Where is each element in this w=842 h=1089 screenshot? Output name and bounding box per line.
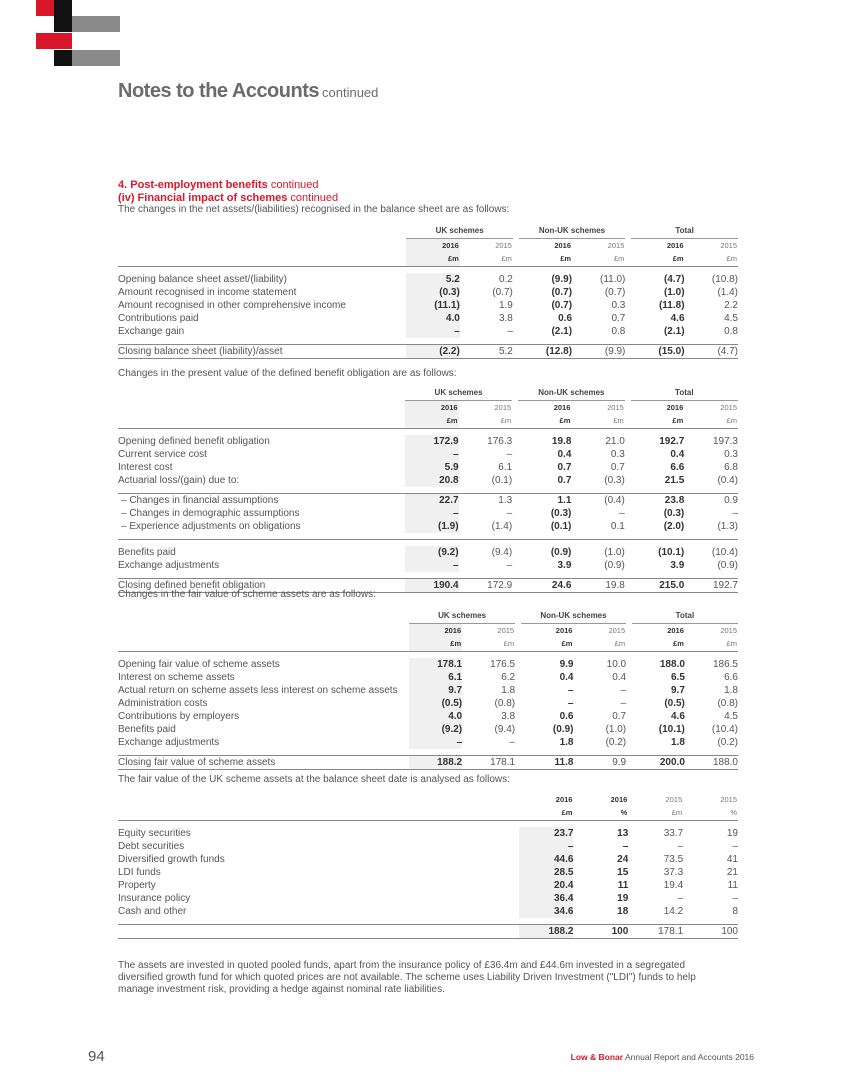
cell-value: 186.5 — [712, 659, 738, 670]
cell-value: 6.2 — [501, 672, 516, 683]
table-row — [118, 448, 738, 461]
row-label: – Experience adjustments on obligations — [121, 521, 301, 532]
cell-value: (9.9) — [604, 346, 626, 357]
cell-value: (0.4) — [717, 475, 738, 486]
cell-value: – — [509, 737, 516, 748]
row-label: Closing defined benefit obligation — [118, 580, 266, 591]
cell-value: 172.9 — [405, 435, 459, 448]
cell-value: – — [409, 736, 462, 749]
row-label: Interest on scheme assets — [118, 672, 235, 683]
row-label: Actual return on scheme assets less interest on scheme assets — [118, 685, 398, 696]
row-label: Property — [118, 880, 156, 891]
cell-value: 6.1 — [409, 671, 462, 684]
cell-value: 24 — [617, 854, 629, 865]
row-label: Closing balance sheet (liability)/asset — [118, 346, 283, 357]
cell-value: 9.7 — [409, 684, 462, 697]
cell-value: (0.7) — [604, 287, 626, 298]
cell-value: 188.0 — [659, 659, 685, 670]
cell-value: 0.3 — [611, 300, 626, 311]
cell-value: (10.4) — [711, 547, 738, 558]
page-number: 94 — [88, 1048, 105, 1065]
cell-value: 19.4 — [663, 880, 684, 891]
cell-value: 33.7 — [663, 828, 684, 839]
cell-value: 19 — [726, 828, 738, 839]
cell-value: 0.4 — [670, 449, 685, 460]
cell-value: 1.9 — [498, 300, 513, 311]
intro-text-1: The changes in the net assets/(liabilities) recognised in the balance sheet are as follows: — [118, 204, 510, 215]
row-label: Closing fair value of scheme assets — [118, 757, 276, 768]
cell-value: 5.2 — [406, 273, 459, 286]
table-row — [118, 697, 738, 710]
cell-value: 9.9 — [612, 757, 627, 768]
cell-value: 1.8 — [501, 685, 516, 696]
cell-value: (0.5) — [664, 698, 685, 709]
cell-value: (2.1) — [551, 326, 573, 337]
cell-value: (1.0) — [663, 287, 685, 298]
cell-value: (0.9) — [717, 560, 738, 571]
cell-value: 23.8 — [664, 495, 685, 506]
total-row — [118, 756, 738, 770]
cell-value: 0.8 — [611, 326, 626, 337]
cell-value: (1.4) — [717, 287, 738, 298]
row-label: Amount recognised in income statement — [118, 287, 297, 298]
cell-value: 172.9 — [487, 580, 513, 591]
cell-value: 1.8 — [724, 685, 738, 696]
cell-value: – — [732, 508, 738, 519]
cell-value: (10.1) — [658, 547, 685, 558]
cell-value: – — [677, 841, 684, 852]
cell-value: 11.8 — [554, 757, 574, 768]
cell-value: – — [506, 449, 513, 460]
group-nonuk: Non-UK schemes — [519, 223, 626, 239]
cell-value: (9.4) — [494, 724, 516, 735]
row-label: Amount recognised in other comprehensive income — [118, 300, 346, 311]
cell-value: 23.7 — [519, 827, 574, 840]
table-row — [118, 684, 738, 697]
group-uk: UK schemes — [406, 223, 512, 239]
table-row — [118, 853, 738, 866]
row-label: Insurance policy — [118, 893, 191, 904]
cell-value: (10.4) — [711, 724, 738, 735]
cell-value: – — [732, 841, 738, 852]
cell-value: 5.2 — [498, 346, 513, 357]
cell-value: (0.2) — [717, 737, 738, 748]
cell-value: 1.8 — [559, 737, 574, 748]
cell-value: 19 — [617, 893, 629, 904]
total-row — [118, 925, 738, 939]
table-row — [118, 286, 738, 299]
table-row — [118, 905, 738, 918]
table-row — [118, 879, 738, 892]
cell-value: (1.3) — [717, 521, 738, 532]
cell-value: (0.9) — [550, 547, 572, 558]
cell-value: 19.8 — [551, 436, 572, 447]
cell-value: 24.6 — [551, 580, 572, 591]
cell-value: 0.6 — [559, 711, 574, 722]
cell-value: (11.0) — [599, 274, 626, 285]
cell-value: (11.1) — [406, 299, 459, 312]
cell-value: – — [405, 448, 459, 461]
cell-value: 44.6 — [519, 853, 574, 866]
cell-value: 11 — [617, 880, 629, 891]
cell-value: 100 — [721, 926, 738, 937]
cell-value: 28.5 — [519, 866, 574, 879]
cell-value: 41 — [726, 854, 738, 865]
row-label: Debt securities — [118, 841, 185, 852]
cell-value: 0.7 — [611, 313, 626, 324]
row-label: Administration costs — [118, 698, 208, 709]
cell-value: (0.7) — [551, 287, 573, 298]
row-label: – Changes in demographic assumptions — [121, 508, 300, 519]
cell-value: (0.4) — [604, 495, 625, 506]
cell-value: (0.3) — [550, 508, 572, 519]
cell-value: 0.8 — [724, 326, 738, 337]
cell-value: (4.7) — [663, 274, 685, 285]
cell-value: – — [620, 685, 627, 696]
obligation-table: UK schemes Non-UK schemes Total 2016 2015 2016 2015 2016 2015 £m £m £m £m £m £m Opening defined benefit obligation 172.9 176.3 19.8 21.0 192.7 197.3 Current service cost – – 0.4 0.3 0.4 0.3 Interest cost 5.9 6.1 0.7 0.7 6.6 6.8 Actuarial loss/(gain) due to: 20.8 (0.1) 0.7 (0.3) 21.5 (0.4) – Changes in financial assumptions 22.7 1.3 1.1 (0.4) 23.8 0.9 – Changes in demographic assumptions – – (0.3) – (0.3) – – Experience adjustments on obligations (1.9) (1.4) (0.1) 0.1 (2.0) (1.3) Benefits paid (9.2) (9.4) (0.9) (1.0) (10.1) (10.4) Exchange adjustments – – 3.9 (0.9) 3.9 (0.9) Closing defined benefit obligation 190.4 172.9 24.6 19.8 215.0 192.7 — [118, 385, 738, 593]
cell-value: 0.6 — [558, 313, 573, 324]
cell-value: 3.9 — [670, 560, 685, 571]
cell-value: 11 — [727, 880, 738, 891]
cell-value: 9.7 — [670, 685, 685, 696]
cell-value: (10.1) — [658, 724, 685, 735]
table-row — [118, 474, 738, 487]
cell-value: 6.6 — [724, 672, 738, 683]
table-row — [118, 520, 738, 533]
cell-value: (4.7) — [717, 346, 738, 357]
row-label: Opening balance sheet asset/(liability) — [118, 274, 287, 285]
row-label: – Changes in financial assumptions — [121, 495, 279, 506]
cell-value: 178.1 — [409, 658, 462, 671]
cell-value: 10.0 — [606, 659, 627, 670]
cell-value: – — [677, 893, 684, 904]
cell-value: – — [619, 508, 625, 519]
cell-value: 215.0 — [659, 580, 685, 591]
table-row — [118, 658, 738, 671]
row-label: Diversified growth funds — [118, 854, 225, 865]
table-row — [118, 892, 738, 905]
net-assets-table: UK schemes Non-UK schemes Total 2016 2015 2016 2015 2016 2015 £m £m £m £m £m £m Opening balance sheet asset/(liability) 5.2 0.2 (9.9) (11.0) (4.7) (10.8) Amount recognised in income statement (0.3) (0.7) (0.7) (0.7) (1.0) (1.4) Amount recognised in other comprehensive income (11.1) 1.9 (0.7) 0.3 (11.8) 2.2 Contributions paid 4.0 3.8 0.6 0.7 4.6 4.5 Exchange gain – – (2.1) 0.8 (2.1) 0.8 Closing balance sheet (liability)/asset (2.2) 5.2 (12.8) (9.9) (15.0) (4.7) — [118, 223, 738, 359]
cell-value: – — [406, 325, 459, 338]
scheme-assets-table: UK schemes Non-UK schemes Total 2016 2015 2016 2015 2016 2015 £m £m £m £m £m £m Opening fair value of scheme assets 178.1 176.5 9.9 10.0 188.0 186.5 Interest on scheme assets 6.1 6.2 0.4 0.4 6.5 6.6 Actual return on scheme assets less interest on scheme assets 9.7 1.8 – – 9.7 1.8 Administration costs (0.5) (0.8) – – (0.5) (0.8) Contributions by employers 4.0 3.8 0.6 0.7 4.6 4.5 Benefits paid (9.2) (9.4) (0.9) (1.0) (10.1) (10.4) Exchange adjustments – – 1.8 (0.2) 1.8 (0.2) Closing fair value of scheme assets 188.2 178.1 11.8 9.9 200.0 188.0 — [118, 608, 738, 770]
cell-value: 21.0 — [605, 436, 625, 447]
cell-value: 73.5 — [663, 854, 684, 865]
cell-value: – — [405, 559, 459, 572]
cell-value: 192.7 — [712, 580, 738, 591]
cell-value: (9.4) — [491, 547, 513, 558]
cell-value: (1.0) — [605, 724, 627, 735]
row-label: Interest cost — [118, 462, 173, 473]
row-label: LDI funds — [118, 867, 161, 878]
cell-value: 0.1 — [610, 521, 625, 532]
cell-value: 0.3 — [724, 449, 738, 460]
cell-value: (2.2) — [406, 345, 459, 359]
cell-value: 13 — [617, 828, 629, 839]
cell-value: 190.4 — [405, 579, 459, 593]
row-label: Equity securities — [118, 828, 191, 839]
table-row — [118, 723, 738, 736]
cell-value: 0.2 — [498, 274, 513, 285]
cell-value: 6.6 — [670, 462, 685, 473]
cell-value: 1.3 — [498, 495, 513, 506]
cell-value: 3.8 — [498, 313, 513, 324]
table-row — [118, 325, 738, 338]
row-label: Cash and other — [118, 906, 187, 917]
row-label: Benefits paid — [118, 547, 176, 558]
cell-value: 34.6 — [519, 905, 574, 918]
cell-value: 19.8 — [605, 580, 625, 591]
table-row — [118, 840, 738, 853]
cell-value: 178.1 — [658, 926, 684, 937]
cell-value: 6.1 — [498, 462, 513, 473]
cell-value: (0.7) — [492, 287, 513, 298]
cell-value: 1.8 — [670, 737, 685, 748]
cell-value: 21 — [726, 867, 738, 878]
cell-value: 6.8 — [724, 462, 738, 473]
cell-value: 36.4 — [519, 892, 574, 905]
cell-value: (9.2) — [405, 546, 459, 559]
group-total: Total — [631, 223, 738, 239]
cell-value: – — [405, 507, 459, 520]
row-label: Exchange gain — [118, 326, 185, 337]
cell-value: (15.0) — [658, 346, 685, 357]
cell-value: (12.8) — [545, 346, 573, 357]
cell-value: – — [567, 685, 574, 696]
cell-value: 6.5 — [670, 672, 685, 683]
cell-value: 37.3 — [663, 867, 684, 878]
cell-value: (1.9) — [405, 520, 459, 533]
cell-value: 0.3 — [610, 449, 625, 460]
cell-value: (9.2) — [409, 723, 462, 736]
section-subheading: (iv) Financial impact of schemes continued — [118, 192, 339, 204]
row-label: Actuarial loss/(gain) due to: — [118, 475, 240, 486]
cell-value: 3.8 — [501, 711, 516, 722]
cell-value: 0.4 — [557, 449, 572, 460]
cell-value: 4.6 — [670, 313, 685, 324]
cell-value: 197.3 — [712, 436, 738, 447]
total-row — [118, 345, 738, 359]
cell-value: (0.9) — [552, 724, 574, 735]
cell-value: 1.1 — [557, 495, 572, 506]
table-row — [118, 461, 738, 474]
row-label: Current service cost — [118, 449, 207, 460]
table-row — [118, 866, 738, 879]
cell-value: 188.2 — [519, 925, 574, 939]
cell-value: (10.8) — [711, 274, 738, 285]
cell-value: 188.2 — [409, 756, 462, 770]
footer-report: Low & Bonar Annual Report and Accounts 2016 — [570, 1052, 754, 1062]
cell-value: (0.7) — [551, 300, 573, 311]
cell-value: (2.0) — [663, 521, 685, 532]
cell-value: (9.9) — [551, 274, 573, 285]
row-label: Benefits paid — [118, 724, 176, 735]
cell-value: 178.1 — [490, 757, 516, 768]
cell-value: 4.5 — [724, 313, 738, 324]
table-row — [118, 710, 738, 723]
table-row — [118, 435, 738, 448]
table-row — [118, 671, 738, 684]
cell-value: – — [506, 560, 513, 571]
cell-value: (0.2) — [605, 737, 627, 748]
row-label: Contributions by employers — [118, 711, 240, 722]
cell-value: 14.2 — [663, 906, 684, 917]
table-row — [118, 546, 738, 559]
cell-value: 9.9 — [559, 659, 574, 670]
cell-value: (2.1) — [663, 326, 685, 337]
cell-value: 2.2 — [724, 300, 738, 311]
cell-value: (0.8) — [717, 698, 738, 709]
intro-text-2: Changes in the present value of the defined benefit obligation are as follows: — [118, 368, 457, 379]
row-label — [118, 925, 519, 939]
cell-value: (0.3) — [604, 475, 625, 486]
cell-value: – — [567, 698, 574, 709]
cell-value: (0.1) — [491, 475, 513, 486]
table-row — [118, 507, 738, 520]
table-row — [118, 494, 738, 507]
cell-value: 0.4 — [559, 672, 574, 683]
cell-value: 20.8 — [405, 474, 459, 487]
cell-value: (0.8) — [494, 698, 516, 709]
cell-value: – — [620, 698, 627, 709]
section-heading: 4. Post-employment benefits continued — [118, 179, 319, 191]
table-row — [118, 312, 738, 325]
closing-paragraph: The assets are invested in quoted pooled funds, apart from the insurance policy of £36.4m and £44.6m invested in a segregated diversified growth fund for which quoted prices are not available. The scheme uses Liability Driven Investment ("LDI") funds to help manage investment risk, providing a hedge against nominal rate liabilities. — [118, 960, 696, 995]
cell-value: 20.4 — [519, 879, 574, 892]
cell-value: (0.5) — [409, 697, 462, 710]
table-row — [118, 736, 738, 749]
cell-value: (0.1) — [550, 521, 572, 532]
cell-value: 100 — [611, 926, 629, 937]
cell-value: 8 — [732, 906, 738, 917]
uk-asset-analysis-table: 2016 2016 2015 2015 £m % £m % Equity securities 23.7 13 33.7 19 Debt securities – – – – Diversified growth funds 44.6 24 73.5 41 LDI funds 28.5 15 37.3 21 Property 20.4 11 19.4 11 Insurance policy 36.4 19 – – Cash and other 34.6 18 14.2 8 188.2 100 178.1 100 — [118, 795, 738, 937]
cell-value: 15 — [617, 867, 629, 878]
cell-value: (1.4) — [491, 521, 513, 532]
cell-value: – — [732, 893, 738, 904]
cell-value: 0.7 — [557, 462, 572, 473]
cell-value: 200.0 — [659, 757, 685, 768]
intro-text-3: Changes in the fair value of scheme assets are as follows: — [118, 589, 376, 600]
row-label: Exchange adjustments — [118, 560, 220, 571]
cell-value: – — [507, 326, 513, 337]
cell-value: 22.7 — [405, 494, 459, 507]
cell-value: 3.9 — [557, 560, 572, 571]
table-row — [118, 273, 738, 286]
row-label: Exchange adjustments — [118, 737, 220, 748]
cell-value: 0.7 — [557, 475, 572, 486]
cell-value: (0.9) — [604, 560, 625, 571]
cell-value: 4.0 — [406, 312, 459, 325]
intro-text-4: The fair value of the UK scheme assets at the balance sheet date is analysed as follows: — [118, 774, 510, 785]
row-label: Opening fair value of scheme assets — [118, 659, 280, 670]
cell-value: 4.0 — [409, 710, 462, 723]
cell-value: 4.5 — [724, 711, 738, 722]
cell-value: – — [622, 841, 629, 852]
row-label: Opening defined benefit obligation — [118, 436, 270, 447]
cell-value: 176.3 — [487, 436, 513, 447]
cell-value: 192.7 — [659, 436, 685, 447]
cell-value: 18 — [617, 906, 629, 917]
table-row — [118, 827, 738, 840]
table-row — [118, 559, 738, 572]
page-title: Notes to the Accounts continued — [118, 80, 379, 102]
cell-value: (0.3) — [406, 286, 459, 299]
cell-value: (0.3) — [663, 508, 685, 519]
cell-value: (11.8) — [658, 300, 685, 311]
cell-value: 4.6 — [670, 711, 685, 722]
cell-value: – — [506, 508, 513, 519]
cell-value: 0.9 — [724, 495, 738, 506]
cell-value: 0.4 — [612, 672, 627, 683]
cell-value: – — [519, 840, 574, 853]
cell-value: 0.7 — [612, 711, 627, 722]
cell-value: 5.9 — [405, 461, 459, 474]
table-row — [118, 299, 738, 312]
cell-value: 21.5 — [664, 475, 685, 486]
cell-value: 176.5 — [490, 659, 516, 670]
cell-value: (1.0) — [604, 547, 625, 558]
cell-value: 188.0 — [712, 757, 738, 768]
cell-value: 0.7 — [610, 462, 625, 473]
row-label: Contributions paid — [118, 313, 199, 324]
